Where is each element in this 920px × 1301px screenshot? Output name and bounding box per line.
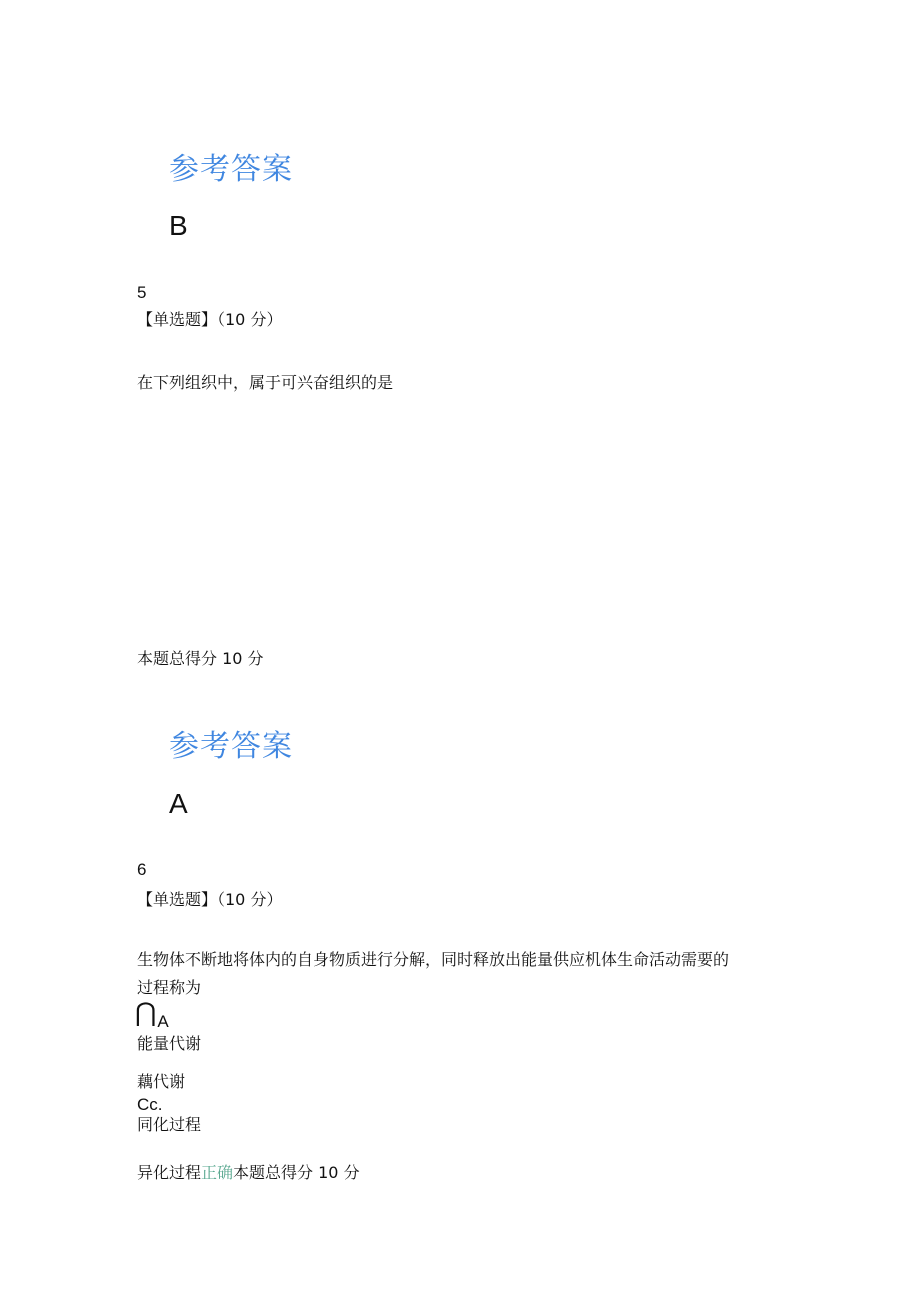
reference-answer-value: B xyxy=(169,210,188,241)
reference-answer-title: 参考答案 xyxy=(169,729,293,764)
option-d-line xyxy=(137,1165,360,1181)
option-d-text[interactable]: 异化过程 xyxy=(137,1163,202,1182)
reference-answer-title: 参考答案 xyxy=(169,152,293,187)
option-a-marker xyxy=(135,998,169,1031)
question-score: 本题总得分 10 分 xyxy=(137,649,264,668)
question-number: 6 xyxy=(137,860,147,879)
question-type-label: 【单选题】（10 分） xyxy=(137,310,283,329)
option-b-text[interactable]: 藕代谢 xyxy=(137,1072,186,1091)
option-c-text[interactable]: 同化过程 xyxy=(137,1115,202,1134)
correct-label: 正确 xyxy=(201,1163,234,1182)
question-stem: 在下列组织中，属于可兴奋组织的是 xyxy=(137,373,394,392)
option-a-symbol: ⋂ xyxy=(135,998,157,1028)
reference-answer-value: A xyxy=(169,788,188,819)
question-type-label: 【单选题】（10 分） xyxy=(137,890,283,909)
option-a-letter: A xyxy=(157,1012,169,1031)
question-stem-line-1: 生物体不断地将体内的自身物质进行分解，同时释放出能量供应机体生命活动需要的 xyxy=(137,950,730,969)
option-a-text[interactable]: 能量代谢 xyxy=(137,1034,202,1053)
option-c-letter: Cc. xyxy=(137,1095,163,1114)
question-score: 本题总得分 10 分 xyxy=(233,1163,360,1182)
question-stem-line-2: 过程称为 xyxy=(137,978,202,997)
question-number: 5 xyxy=(137,283,147,302)
